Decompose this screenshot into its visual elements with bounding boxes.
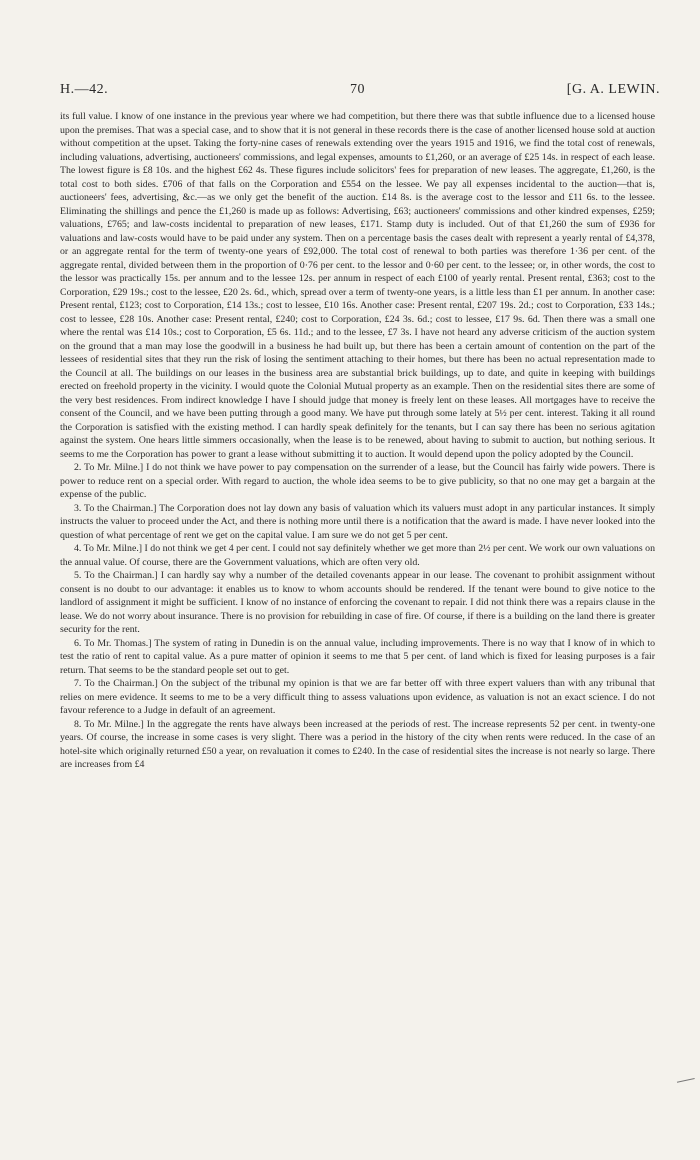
paragraph-6: 6. To Mr. Thomas.] The system of rating in Dunedin is on the annual value, including improvements. There is no way that I know of in which to test the ratio of rent to capital value. As a pure matter of opinion it seems to me that 5 per cent. of land which is fixed for leasing purposes is a fair return. That seems to be the standard people set out to get. [60, 637, 655, 676]
paragraph-continued: its full value. I know of one instance in the previous year where we had competition, but there there was that subtle influence due to a licensed house upon the premises. That was a special case, and to show that it is not general in these records there is the case of another licensed house sold at auction without competition at the upset. Taking the forty-nine cases of renewals extending over the years 1915 and 1916, we find the total cost of renewals, including valuations, advertising, auctioneers' commissions, and legal expenses, amounts to £1,260, or an average of £25 14s. in respect of each lease. The lowest figure is £8 10s. and the highest £62 4s. These figures include solicitors' fees for preparation of new leases. The aggregate, £1,260, is the total cost to both sides. £706 of that falls on the Corporation and £554 on the lessee. We pay all expenses incidental to the auction—that is, auctioneers' fees, advertising, &c.—as we only get the benefit of the auction. £14 8s. is the average cost to the lessor and £11 6s. to the lessee. Eliminating the shillings and pence the £1,260 is made up as follows: Advertising, £63; auctioneers' commissions and other kindred expenses, £259; valuations, £765; and law-costs incidental to preparation of new leases, £171. Stamp duty is included. Out of that £1,260 the sum of £936 for valuations and law-costs would have to be paid under any system. Then on a percentage basis the cases dealt with represent a yearly rental of £4,378, or an aggregate rental for the term of twenty-one years of £92,000. The total cost of renewal to both parties was therefore 1·36 per cent. of the aggregate rental, divided between them in the proportion of 0·76 per cent. to the lessor and 0·60 per cent. to the lessee; or, in other words, the cost to the lessor was practically 15s. per annum and to the lessee 12s. per annum in respect of each £100 of yearly rental. Present rental, £363; cost to the Corporation, £29 19s.; cost to the lessee, £20 2s. 6d., which, spread over a term of twenty-one years, is a little less than £1 per annum. In another case: Present rental, £123; cost to Corporation, £14 13s.; cost to lessee, £10 16s. Another case: Present rental, £207 19s. 2d.; cost to Corporation, £33 14s.; cost to lessee, £28 10s. Another case: Present rental, £240; cost to Corporation, £24 3s. 6d.; cost to lessee, £17 9s. 6d. Then there was a small one where the rental was £14 10s.; cost to Corporation, £5 6s. 11d.; and to the lessee, £7 3s. I have not heard any adverse criticism of the auction system on the ground that a man may lose the goodwill in a business he had built up, but there has been a certain amount of contention on the part of the lessees of residential sites that they run the risk of losing the sentiment attaching to their homes, but there has been no actual representation made to the Council at all. The buildings on our leases in the business area are substantial brick buildings, up to date, and quite in keeping with buildings erected on freehold property in the vicinity. I would quote the Colonial Mutual property as an example. Then on the residential sites there are some of the very best residences. From indirect knowledge I have I should judge that money is freely lent on these leases. All mortgages have to receive the consent of the Council, and we have been putting through a good many. We have put through some lately at 5½ per cent. interest. Taking it all round the Corporation is satisfied with the existing method. I can hardly speak definitely for the tenants, but I can say there has been no serious agitation against the system. One hears little simmers occasionally, when the lease is to be renewed, about having to submit to auction, but nothing serious. It seems to me the Corporation has power to grant a lease without submitting it to auction. It would depend upon the policy adopted by the Council. [60, 111, 655, 460]
page-header [60, 82, 660, 102]
report-code: H.—42. [60, 82, 109, 97]
witness-name: [G. A. LEWIN. [566, 82, 660, 97]
paragraph-2: 2. To Mr. Milne.] I do not think we have power to pay compensation on the surrender of a lease, but the Council has fairly wide powers. There is power to reduce rent on a special order. With regard to auction, the whole idea seems to be to give publicity, so that no one may get a bargain at the expense of the public. [60, 462, 655, 500]
evidence-text [60, 110, 655, 772]
margin-mark [675, 1070, 694, 1083]
paragraph-3: 3. To the Chairman.] The Corporation does not lay down any basis of valuation which its valuers must adopt in any particular instances. It simply instructs the valuer to proceed under the Act, and there is nothing more until there is a notification that the award is made. I have never looked into the question of what percentage of rent we get on the capital value. I am sure we do not get 5 per cent. [60, 502, 655, 541]
paragraph-7: 7. To the Chairman.] On the subject of the tribunal my opinion is that we are far better off with three expert valuers than with any tribunal that relies on mere evidence. It seems to me to be a very difficult thing to assess valuations upon evidence, as valuation is not an exact science. I do not favour reference to a Judge in default of an agreement. [60, 678, 655, 716]
paragraph-4: 4. To Mr. Milne.] I do not think we get 4 per cent. I could not say definitely whether we get more than 2½ per cent. We work our own valuations on the annual value. Of course, there are the Government valuations, which are often very old. [60, 543, 655, 568]
paragraph-5: 5. To the Chairman.] I can hardly say why a number of the detailed covenants appear in our lease. The covenant to prohibit assignment without consent is no doubt to our advantage: it enables us to know to whom accounts should be rendered. If the tenant were bound to give notice to the landlord of assignment it might be sufficient. I know of no instance of enforcing the covenant to repair. I did not think there was a repairs clause in the lease. We do not worry about insurance. There is no provision for rebuilding in case of fire. Of course, if there is a building on the land there is greater security for the rent. [60, 570, 655, 635]
paragraph-8: 8. To Mr. Milne.] In the aggregate the rents have always been increased at the periods of rest. The increase represents 52 per cent. in twenty-one years. Of course, the increase in some cases is very slight. There was a period in the history of the city when rents were reduced. In the case of an hotel-site which originally returned £50 a year, on revaluation it comes to £240. In the case of residential sites the increase is not nearly so large. There are increases from £4 [60, 718, 655, 770]
page-number: 70 [350, 82, 365, 97]
